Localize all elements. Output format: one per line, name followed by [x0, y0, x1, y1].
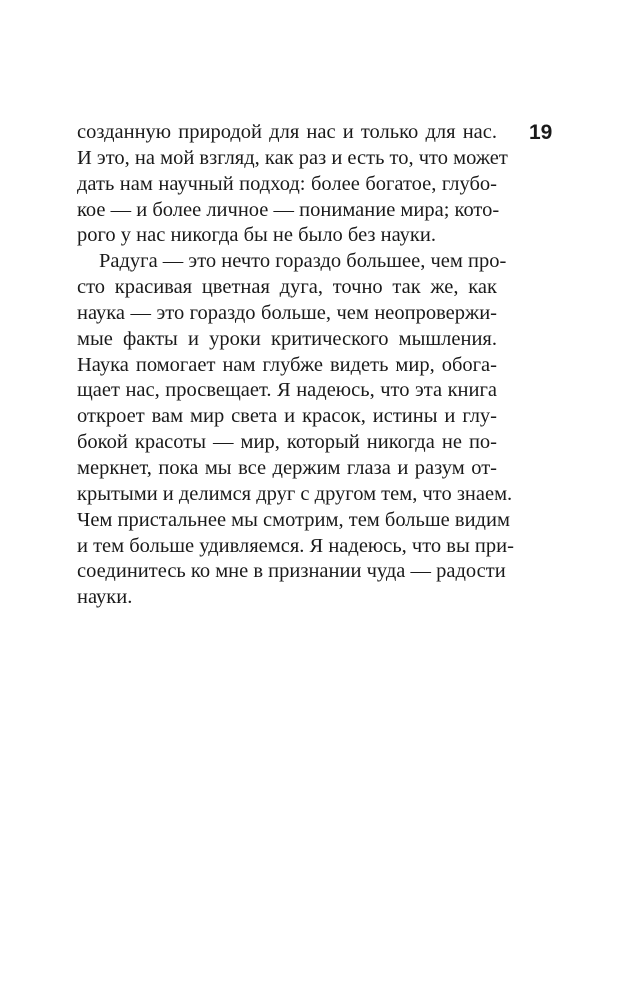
text-line: меркнет, пока мы все держим глаза и разум от- [77, 456, 497, 479]
text-line: рого у нас никогда бы не было без науки. [77, 224, 436, 247]
text-line: бокой красоты — мир, который никогда не по- [77, 431, 497, 454]
text-line: Наука помогает нам глубже видеть мир, обога- [77, 353, 497, 376]
page-number: 19 [529, 121, 553, 144]
text-line: сто красивая цветная дуга, точно так же, как [77, 276, 497, 299]
text-line: науки. [77, 586, 133, 609]
text-line: наука — это гораздо больше, чем неопровержи- [77, 301, 497, 324]
text-line: откроет вам мир света и красок, истины и глу- [77, 405, 497, 428]
text-line: дать нам научный подход: более богатое, глубо- [77, 172, 497, 195]
text-line: Радуга — это нечто гораздо большее, чем про- [99, 250, 507, 273]
paragraph [77, 249, 514, 611]
body-text [77, 120, 514, 611]
text-line: кое — и более личное — понимание мира; кото- [77, 198, 500, 221]
text-line: Чем пристальнее мы смотрим, тем больше видим [77, 508, 510, 531]
text-line: щает нас, просвещает. Я надеюсь, что эта книга [77, 379, 497, 402]
text-line: крытыми и делимся друг с другом тем, что знаем. [77, 482, 513, 505]
paragraph [77, 120, 508, 249]
text-line: И это, на мой взгляд, как раз и есть то, что может [77, 146, 508, 169]
text-line: и тем больше удивляемся. Я надеюсь, что вы при- [77, 534, 514, 557]
text-line: соединитесь ко мне в признании чуда — радости [77, 560, 506, 583]
text-line: созданную природой для нас и только для нас. [77, 121, 497, 143]
text-line: мые факты и уроки критического мышления. [77, 327, 497, 350]
